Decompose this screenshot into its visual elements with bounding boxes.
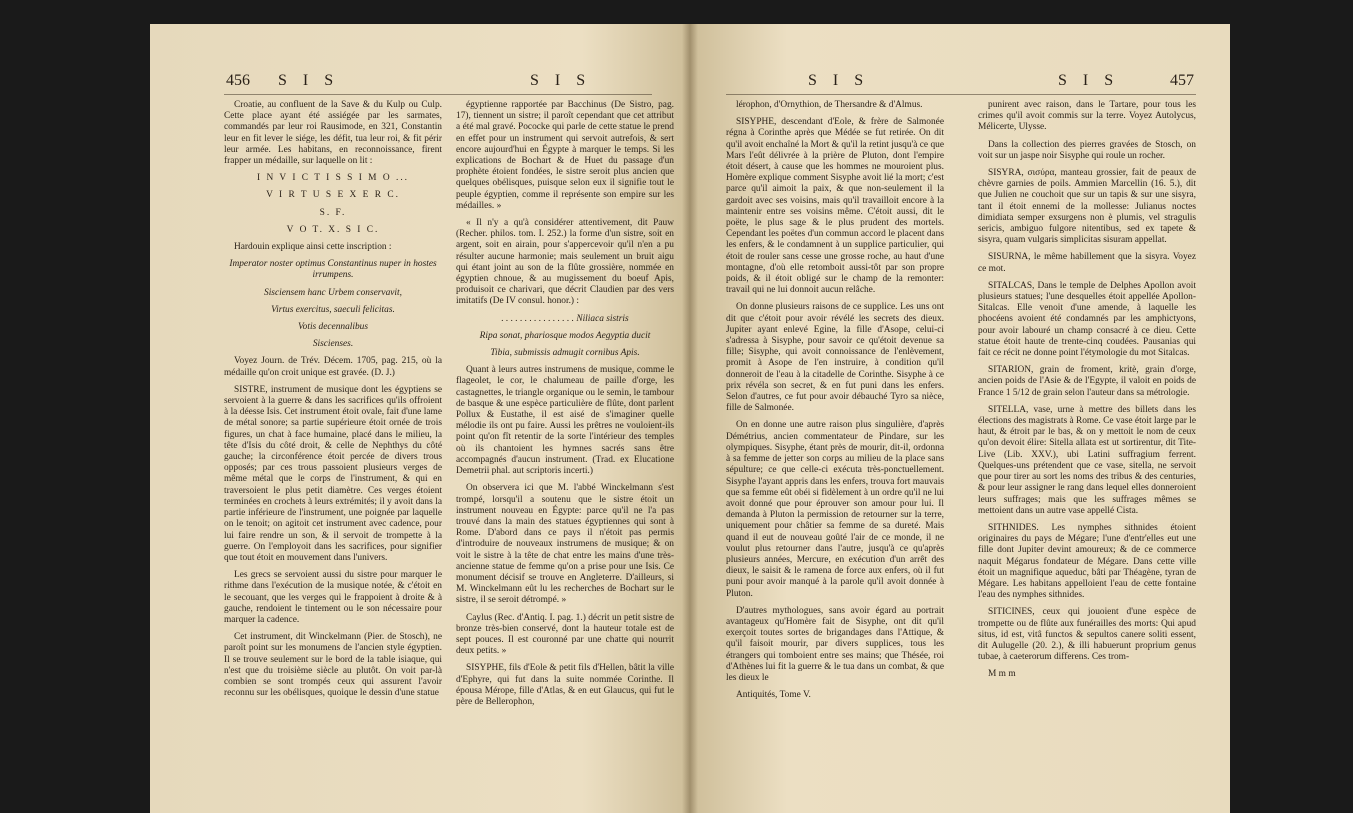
paragraph: « Il n'y a qu'à considérer attentivement, dit Pauw (Recher. philos. tom. I. 252.) la forme d'un sistre, soit en argent, soit en airain, pour s'appercevoir qu'il n'en a pu résulter aucune harmonie; mais seulement un bruit aigu qui étant joint au son de la flûte grossière, nommée en égyptien chnoue, & au mugissement du boeuf Apis, produisoit ce charivari, que décrit Claudien par des vers imitatifs (De IV consul. honor.) : [456, 218, 674, 307]
right-running-head-2: S I S [1058, 72, 1120, 89]
paragraph: S. F. [319, 207, 347, 218]
paragraph: I N V I C T I S S I M O ... [256, 173, 410, 184]
paragraph: On en donne une autre raison plus singulière, d'après Démétrius, ancien commentateur de Pindare, sur les olympiques. Sisyphe, étant près de mourir, dit-il, ordonna à sa femme de jetter son corps au milieu de la place sans sépulture; ce que celle-ci exécuta très-ponctuellement. Sisyphe l'ayant appris dans les enfers, trouva fort mauvais que sa femme eût obéi si fidèlement à un ordre qu'il ne lui avoit donné que pour éprouver son amour pour lui. Il demanda à Pluton la permission de retourner sur la terre, uniquement pour châtier sa femme de sa dureté. Mais quand il eut de nouveau goûté l'air de ce monde, il ne voulut plus retourner dans l'autre, jusqu'à ce qu'après plusieurs années, Mercure, en exécution d'un arrêt des dieux, le saisit & le ramena de force aux enfers, où il fut puni pour avoir manqué à la parole qu'il avoit donnée à Pluton. [726, 420, 944, 599]
right-page-number: 457 [1170, 72, 1194, 89]
paragraph: Dans la collection des pierres gravées de Stosch, on voit sur un jaspe noir Sisyphe qui roule un rocher. [978, 139, 1196, 161]
paragraph: Croatie, au confluent de la Save & du Kulp ou Culp. Cette place ayant été assiégée par les sarmates, commandés par leur roi Rausimode, en 321, Constantin leur en fit lever le siége, les défit, tua leur roi, & fit périr leur armée. Les habitans, en reconnoissance, firent frapper un médaille, sur laquelle on lit : [224, 100, 442, 167]
left-header-rule [224, 94, 652, 95]
book-spread [150, 24, 1230, 813]
left-running-head-1: S I S [278, 72, 340, 89]
paragraph: V I R T U S E X E R C. [266, 190, 400, 201]
left-running-head-2: S I S [530, 72, 592, 89]
paragraph: Antiquités, Tome V. [736, 690, 811, 701]
paragraph: Ripa sonat, phariosque modos Aegyptia ducit [479, 330, 651, 341]
paragraph: V O T. X. S I C. [286, 224, 380, 235]
left-page-number: 456 [226, 72, 250, 89]
paragraph: Cet instrument, dit Winckelmann (Pier. de Stosch), ne paroît point sur les monumens de l'ancien style égyptien. Il se trouve seulement sur le bord de la table isiaque, qui n'est que du troisième siècle au plutôt. On voit par-là combien se sont trompés ceux qui assurent l'avoir reconnu sur les obélisques, quoique le dessin d'une statue [224, 632, 442, 699]
paragraph: Virtus exercitus, saeculi felicitas. [271, 304, 395, 315]
paragraph: SITARION, grain de froment, kritè, grain d'orge, ancien poids de l'Asie & de l'Egypte, il valoit en poids de France 1 5/12 de grain selon l'auteur dans sa métrologie. [978, 365, 1196, 398]
paragraph: . . . . . . . . . . . . . . . . Niliaca sistris [501, 313, 629, 324]
left-page [150, 24, 690, 813]
right-column-2 [978, 100, 1196, 687]
paragraph: On donne plusieurs raisons de ce supplice. Les uns ont dit que c'étoit pour avoir révélé les secrets des dieux. Jupiter ayant enlevé Egine, la fille d'Asope, celui-ci s'adressa à Sisyphe, pour savoir ce qu'étoit devenue sa fille; Sisyphe, qui avoit connoissance de l'enlèvement, promit à Asope de l'en instruire, à condition qu'il donneroit de l'eau à la citadelle de Corinthe. Sisyphe à ce prix révéla son secret, & en fut puni dans les enfers. Selon d'autres, ce fut pour avoir débauché Tyro sa nièce, fille de Salmonée. [726, 302, 944, 414]
paragraph: SISYRA, σισύρα, manteau grossier, fait de peaux de chèvre garnies de poils. Ammien Marcellin (16. 5.), dit que Julien ne couchoit que sur un tapis & sur une sisyra, tant il étoit ennemi de la mollesse: Julianus noctes dimidiata semper exsurgens non è plumis, vel stragulis sericis, ambiguo fulgore nitentibus, sed ex tapete & sisyra, quam vulgaris simplicitas sisuram appellat. [978, 168, 1196, 246]
paragraph: Siscienses. [312, 339, 354, 350]
paragraph: D'autres mythologues, sans avoir égard au portrait avantageux qu'Homère fait de Sisyphe, ont dit qu'il exerçoit toutes sortes de brigandages dans l'Attique, & qu'il faisoit mourir, par divers supplices, tous les étrangers qui tomboient entre ses mains; que Thésée, roi d'Athènes lui fit la guerre & le tua dans un combat, & que les dieux le [726, 605, 944, 683]
paragraph: SITALCAS, Dans le temple de Delphes Apollon avoit plusieurs statues; l'une desquelles étoit appellée Apollon-Sitalcas. Elle venoit d'une amende, à laquelle les phocéens avoient été condamnés par les amphictyons, pour avoir labouré un champ consacré à ce dieu. Cette statue étoit haute de trente-cinq coudées. Pausanias qui fait ce récit ne donne point l'étymologie du mot Sitalcas. [978, 280, 1196, 359]
paragraph: M m m [988, 669, 1016, 680]
right-running-head-1: S I S [808, 72, 870, 89]
paragraph: égyptienne rapportée par Bacchinus (De Sistro, pag. 17), tiennent un sistre; il paroît cependant que cet attribut a été mal gravé. Pococke qui parle de cette statue le prend en effet pour un instrument qui servoit autrefois, & sert encore aujourd'hui en Égypte à marquer le temps. Si les explications de Bochart & de Huet du passage d'un prophète étoient fondées, le sistre seroit plus ancien que quelques obélisques, puisque selon eux il signifie tout le peuple égyptien, comme il représente son empire sur les médailles. » [456, 100, 674, 211]
paragraph: Caylus (Rec. d'Antiq. I. pag. 1.) décrit un petit sistre de bronze très-bien conservé, dont la hauteur totale est de sept pouces. Il est couronné par une chatte qui nourrit deux petits. » [456, 612, 674, 657]
paragraph: lérophon, d'Ornythion, de Thersandre & d'Almus. [736, 100, 923, 110]
paragraph: Sisciensem hanc Urbem conservavit, [264, 287, 402, 298]
paragraph: Quant à leurs autres instrumens de musique, comme le flageolet, le cor, le chalumeau de paille d'orge, les castagnettes, le triangle organique ou le semin, le tambour de basque & une espèce particulière de flûte, dont parlent Pollux & Eustathe, il est aisé de s'imaginer quelle mélodie ils ont pu faire. Aussi les prêtres ne vouloient-ils point qu'on fît retentir de la sorte l'intérieur des temples où ils chantoient les hymnes sacrés sans être accompagnés d'aucun instrument. (Trad. ex Elucatione Demetrii phal. aut scriptoris incerti.) [456, 365, 674, 477]
left-column-2 [456, 100, 674, 714]
left-column-1 [224, 100, 442, 705]
paragraph: SITICINES, ceux qui jouoient d'une espèce de trompette ou de flûte aux funérailles des morts: Qui apud situs, id est, vitâ functos & sepultos canere soliti essent, dit Aulugelle (20. 2.), & illi habuerunt proprium genus tubae, à caeterorum differens. Ces trom- [978, 607, 1196, 663]
paragraph: SISURNA, le même habillement que la sisyra. Voyez ce mot. [978, 252, 1196, 274]
right-column-1 [726, 100, 944, 707]
paragraph: SISYPHE, descendant d'Eole, & frère de Salmonée régna à Corinthe après que Médée se fut retirée. On dit qu'il avoit enchaîné la Mort & qu'il la retint jusqu'à ce que Mars l'eût délivrée à la prière de Pluton, dont l'empire étoit désert, à cause que les hommes ne mouroient plus. Homère explique comment Sisyphe avoit lié la mort; c'est parce qu'il aimoit la paix, & que non-seulement il la gardoit avec ses voisins, mais qu'il travailloit encore à la maintenir entre ses voisins même. C'étoit aussi, dit le poëte, le plus sage & le plus prudent des mortels. Cependant les poëtes d'un commun accord le placent dans les enfers, & le condamnent à un supplice particulier, qui étoit de rouler sans cesse une grosse roche, au haut d'une montagne, d'où elle retomboit aussi-tôt par son propre poids, & il étoit obligé sur le champ de la remonter: travail qui ne lui donnoit aucun relâche. [726, 117, 944, 296]
paragraph: Les grecs se servoient aussi du sistre pour marquer le rithme dans l'exécution de la musique notée, & c'étoit en le secouant, que les verges qui le frappoient à droite & à gauche, rendoient le tintement ou le son nécessaire pour marquer la cadence. [224, 570, 442, 625]
paragraph: SISTRE, instrument de musique dont les égyptiens se servoient à la guerre & dans les sacrifices qu'ils offroient à la déesse Isis. Cet instrument étoit ovale, fait d'une lame de métal sonore; sa partie supérieure étoit ornée de trois figures, un chat à face humaine, placé dans le milieu, la tête d'Isis du côté droit, & celle de Nephthys du côté gauche; la circonférence étoit percée de divers trous opposés; par ces trous passoient plusieurs verges de même métal que le corps de l'instrument, & qui en traversoient le plus petit diamètre. Ces verges étoient terminées en crochets à leurs extrémités; il y avoit dans la partie inférieure de l'instrument, une poignée par laquelle on le tenoit; on agitoit cet instrument avec cadence, pour lui faire rendre un son, & il servoit de trompette à la guerre. On l'employoit dans les sacrifices, pour signifier que tout étoit en mouvement dans l'univers. [224, 384, 442, 563]
paragraph: Voyez Journ. de Trév. Décem. 1705, pag. 215, où la médaille qu'on croit unique est gravée. (D. J.) [224, 356, 442, 378]
paragraph: Hardouin explique ainsi cette inscription : [234, 242, 392, 253]
paragraph: Imperator noster optimus Constantinus nuper in hostes irrumpens. [229, 259, 437, 281]
right-page [690, 24, 1230, 813]
paragraph: punirent avec raison, dans le Tartare, pour tous les crimes qu'il avoit commis sur la terre. Voyez Autolycus, Mélicerte, Ulysse. [978, 100, 1196, 133]
book-gutter [682, 24, 698, 813]
paragraph: SITELLA, vase, urne à mettre des billets dans les élections des magistrats à Rome. Ce vase étoit large par le haut, & étroit par le bas, & on y mettoit le nom de ceux qu'on devoit élire: Sitella allata est ut sortirentur, dit Tite-Live (Lib. XXV.), ubi Latini suffragium ferrent. Quelques-uns prétendent que ce vase, sitella, ne servoit que pour tirer au sort les noms des tribus & des centuries, & pour leur assigner le rang dans lequel elles donneroient leurs suffrages; mais que les suffrages mêmes se mettoient dans un autre vase appellé Cista. [978, 404, 1196, 516]
paragraph: SISYPHE, fils d'Eole & petit fils d'Hellen, bâtit la ville d'Ephyre, qui fut dans la suite nommée Corinthe. Il épousa Mérope, fille d'Atlas, & en eut Glaucus, qui fut le père de Bellerophon, [456, 663, 674, 707]
paragraph: On observera ici que M. l'abbé Winckelmann s'est trompé, lorsqu'il a soutenu que le sistre étoit un instrument nouveau en Égypte: parce qu'il ne l'a pas trouvé dans la main des statues égyptiennes qui sont à Rome. D'abord dans ce pays il n'étoit pas permis d'introduire de nouveaux instrumens de musique; & on voit le sistre à la tête de chat entre les mains d'une très-ancienne statue de femme qu'on a prise pour une Isis. Ce monument décisif se trouve en Angleterre. D'ailleurs, si M. Winckelmann eût lu les recherches de Bochart sur le sistre, il se seroit détrompé. » [456, 483, 674, 606]
right-header-rule [726, 94, 1196, 95]
paragraph: SITHNIDES. Les nymphes sithnides étoient originaires du pays de Mégare; l'une d'entr'elles eut une fille dont Jupiter devint amoureux; & de ce commerce naquit Mégarus fondateur de Mégare. Dans cette ville étoit un magnifique aqueduc, bâti par Théagène, tyran de Mégare. Les habitans appelloient l'eau de cette fontaine l'eau des nymphes sithnides. [978, 522, 1196, 601]
paragraph: Tibia, submissis admugit cornibus Apis. [490, 348, 640, 359]
paragraph: Votis decennalibus [297, 322, 369, 333]
